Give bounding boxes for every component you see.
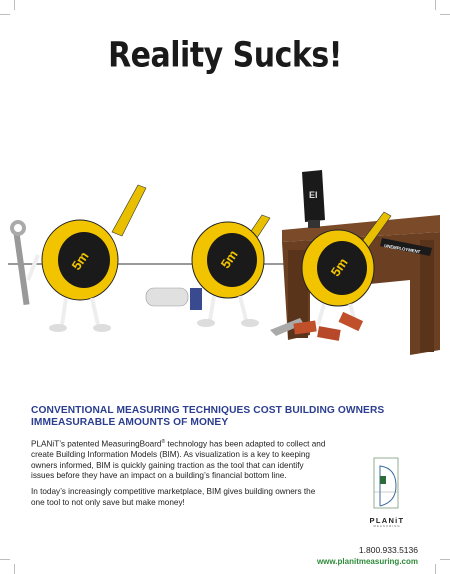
brick xyxy=(338,312,363,331)
sign-label: UNEMPLOYMENT xyxy=(383,243,421,255)
brick xyxy=(317,326,341,341)
tape-label: 5m xyxy=(217,247,241,272)
wrench xyxy=(12,225,29,305)
crop-mark xyxy=(435,0,436,10)
tape-measure-character-1 xyxy=(10,185,146,332)
crop-mark xyxy=(14,564,15,574)
brand-name: PLANiT xyxy=(369,516,405,525)
body-paragraph-1 xyxy=(31,437,327,482)
brand-subtitle: MEASURING xyxy=(373,524,401,528)
tape-label: 5m xyxy=(327,255,351,280)
monitor-label: EI xyxy=(309,190,318,200)
tape-measure-illustration xyxy=(0,160,450,380)
planit-logo-icon xyxy=(366,450,406,512)
paint-roller xyxy=(146,288,188,306)
crop-mark xyxy=(440,14,450,15)
tape-measure-character-2 xyxy=(146,215,270,327)
website-link[interactable]: www.planitmeasuring.com xyxy=(316,557,418,566)
crop-mark xyxy=(0,14,10,15)
monitor xyxy=(302,170,325,228)
crop-mark xyxy=(440,559,450,560)
paint-can xyxy=(190,288,202,310)
phone-number: 1.800.933.5136 xyxy=(358,545,418,555)
subhead: CONVENTIONAL MEASURING TECHNIQUES COST BUILDING OWNERS IMMEASURABLE AMOUNTS OF MONEY xyxy=(31,405,385,428)
crop-mark xyxy=(435,564,436,574)
paragraph-1-end: technology has been adapted to collect and create Building Information Models (BIM). As visualization is a key to keeping owners informed, BIM is quickly gaining traction as the tool that can identify issues before they have an impact on a building’s financial bottom line. xyxy=(31,439,326,481)
tape-label: 5m xyxy=(68,248,92,273)
crop-mark xyxy=(14,0,15,10)
crop-mark xyxy=(0,559,10,560)
paragraph-1-start: PLANiT’s patented MeasuringBoard xyxy=(31,439,162,449)
body-paragraph-2: In today’s increasingly competitive marketplace, BIM gives building owners the one tool to not only save but make money! xyxy=(31,487,316,507)
headline: Reality Sucks! xyxy=(108,35,342,76)
registered-mark: ® xyxy=(161,439,166,445)
